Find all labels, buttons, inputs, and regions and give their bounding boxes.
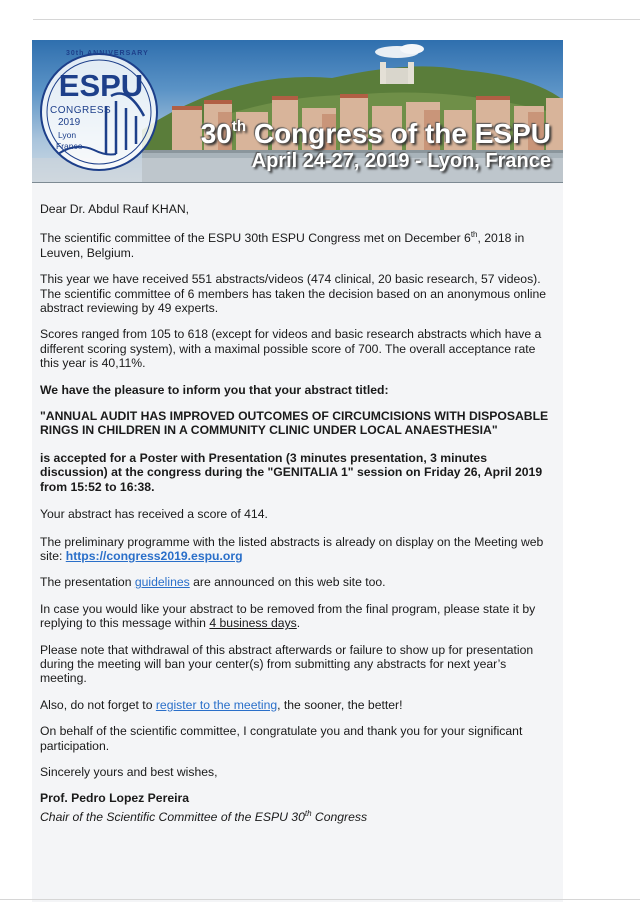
email-card <box>32 40 563 902</box>
logo-country: France <box>56 141 83 151</box>
signer-name: Prof. Pedro Lopez Pereira <box>40 791 189 806</box>
abstracts-paragraph: This year we have received 551 abstracts/videos (474 clinical, 20 basic research, 57 videos). The scientific committee of 6 members has taken the decision based on an anonymous online abstract reviewing by 49 experts. <box>40 272 547 316</box>
banner-subtitle: April 24-27, 2019 - Lyon, France <box>251 150 551 172</box>
guidelines-paragraph: The presentation guidelines are announced on this web site too. <box>40 575 386 590</box>
acceptance-paragraph: is accepted for a Poster with Presentation (3 minutes presentation, 3 minutes discussion) at the congress during the "GENITALIA 1" session on Friday 26, April 2019 from 15:52 to 16:38. <box>40 450 543 494</box>
scores-paragraph: Scores ranged from 105 to 618 (except for videos and basic research abstracts which have a different scoring system), with a maximal possible score of 700. The overall acceptance rate this year is 40,11%. <box>40 327 542 371</box>
register-link[interactable]: register to the meeting <box>155 697 278 712</box>
congrats-paragraph: On behalf of the scientific committee, I congratulate you and thank you for your significant participation. <box>40 724 523 753</box>
logo-espu: ESPU <box>58 68 144 103</box>
programme-paragraph: The preliminary programme with the listed abstracts is already on display on the Meeting web site: https://congress2019.espu.org <box>40 534 544 563</box>
top-divider <box>33 19 640 20</box>
letter-body <box>40 202 556 824</box>
committee-paragraph: The scientific committee of the ESPU 30th ESPU Congress met on December 6th, 2018 in Leuven, Belgium. <box>40 230 525 260</box>
greeting: Dear Dr. Abdul Rauf KHAN, <box>40 202 190 216</box>
score-paragraph: Your abstract has received a score of 414. <box>40 507 268 522</box>
congress-website-link[interactable]: https://congress2019.espu.org <box>65 548 243 563</box>
removal-paragraph: In case you would like your abstract to be removed from the final program, please state it by replying to this message within 4 business days. <box>40 601 536 631</box>
guidelines-link[interactable]: guidelines <box>134 575 190 590</box>
banner-title: 30th Congress of the ESPU <box>200 118 551 149</box>
pleasure-paragraph: We have the pleasure to inform you that your abstract titled: <box>40 382 389 397</box>
logo-congress: CONGRESS <box>50 105 112 116</box>
abstract-title: "ANNUAL AUDIT HAS IMPROVED OUTCOMES OF CIRCUMCISIONS WITH DISPOSABLE RINGS IN CHILDREN IN A COMMUNITY CLINIC UNDER LOCAL ANAESTHESIA" <box>40 409 549 438</box>
withdrawal-paragraph: Please note that withdrawal of this abstract afterwards or failure to show up for presentation during the meeting will ban your center(s) from submitting any abstracts for next year’s meeting. <box>40 642 534 686</box>
signer-title: Chair of the Scientific Committee of the ESPU 30th Congress <box>40 808 368 824</box>
congress-banner <box>32 40 563 183</box>
espu-congress-logo <box>36 46 166 176</box>
bottom-divider <box>0 899 640 900</box>
register-paragraph: Also, do not forget to register to the meeting, the sooner, the better! <box>40 697 403 712</box>
logo-anniversary: 30th ANNIVERSARY <box>66 50 149 57</box>
logo-year: 2019 <box>58 117 81 128</box>
closing-line: Sincerely yours and best wishes, <box>40 764 218 779</box>
logo-city: Lyon <box>58 130 77 140</box>
